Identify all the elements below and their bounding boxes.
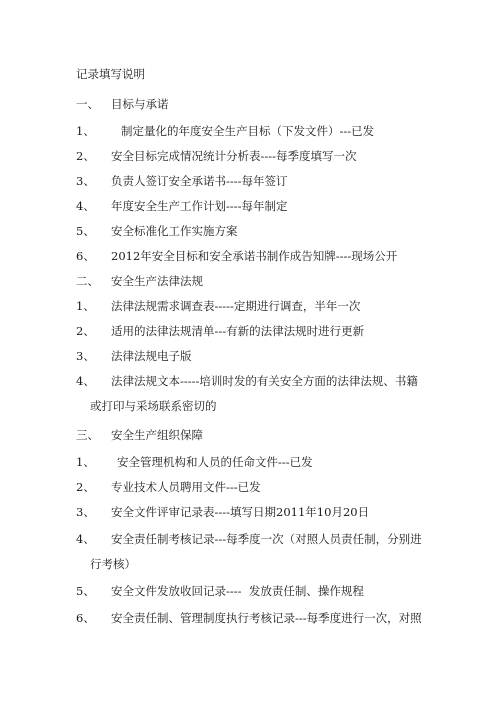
item-number: 2、 [76, 480, 95, 494]
item-text: 专业技术人员聘用文件---已发 [111, 480, 261, 494]
item-text: 负责人签订安全承诺书----每年签订 [111, 174, 288, 188]
item-number: 3、 [76, 174, 95, 188]
item-number: 4、 [76, 199, 95, 213]
item-text: 安全文件评审记录表----填写日期2011年10月20日 [111, 505, 370, 519]
item-number: 6、 [76, 611, 95, 625]
item-text: 安全生产组织保障 [111, 428, 203, 442]
item-continuation: 或打印与采场联系密切的 [90, 399, 217, 413]
item-text: 安全目标完成情况统计分析表----每季度填写一次 [111, 149, 357, 163]
item-text: 法律法规需求调查表-----定期进行调查，半年一次 [111, 299, 361, 313]
item-text: 安全责任制考核记录---每季度一次（对照人员责任制，分别进 [111, 532, 422, 546]
document-title: 记录填写说明 [76, 67, 145, 81]
item-text: 法律法规文本-----培训时发的有关安全方面的法律法规、书籍 [111, 374, 418, 388]
item-number: 6、 [76, 249, 95, 263]
item-continuation: 行考核） [90, 557, 136, 571]
item-text: 适用的法律法规清单---有新的法律法规时进行更新 [111, 324, 365, 338]
item-text: 安全责任制、管理制度执行考核记录---每季度进行一次，对照 [111, 611, 422, 625]
item-text: 制定量化的年度安全生产目标（下发文件）---已发 [121, 124, 375, 138]
item-text: 目标与承诺 [111, 97, 169, 111]
item-text: 法律法规电子版 [111, 349, 192, 363]
item-number: 1、 [76, 124, 95, 138]
item-number: 5、 [76, 224, 95, 238]
item-text: 年度安全生产工作计划----每年制定 [111, 199, 288, 213]
item-number: 三、 [76, 428, 99, 442]
item-number: 2、 [76, 324, 95, 338]
item-text: 2012年安全目标和安全承诺书制作成告知牌----现场公开 [111, 249, 398, 263]
item-text: 安全标准化工作实施方案 [111, 224, 238, 238]
item-text: 安全管理机构和人员的任命文件---已发 [117, 455, 313, 469]
item-number: 5、 [76, 584, 95, 598]
item-number: 1、 [76, 455, 95, 469]
item-number: 一、 [76, 97, 99, 111]
item-number: 4、 [76, 532, 95, 546]
item-number: 二、 [76, 274, 99, 288]
item-number: 3、 [76, 505, 95, 519]
item-number: 1、 [76, 299, 95, 313]
item-text: 安全文件发放收回记录---- 发放责任制、操作规程 [111, 584, 364, 598]
item-number: 2、 [76, 149, 95, 163]
item-text: 安全生产法律法规 [111, 274, 203, 288]
item-number: 4、 [76, 374, 95, 388]
item-number: 3、 [76, 349, 95, 363]
